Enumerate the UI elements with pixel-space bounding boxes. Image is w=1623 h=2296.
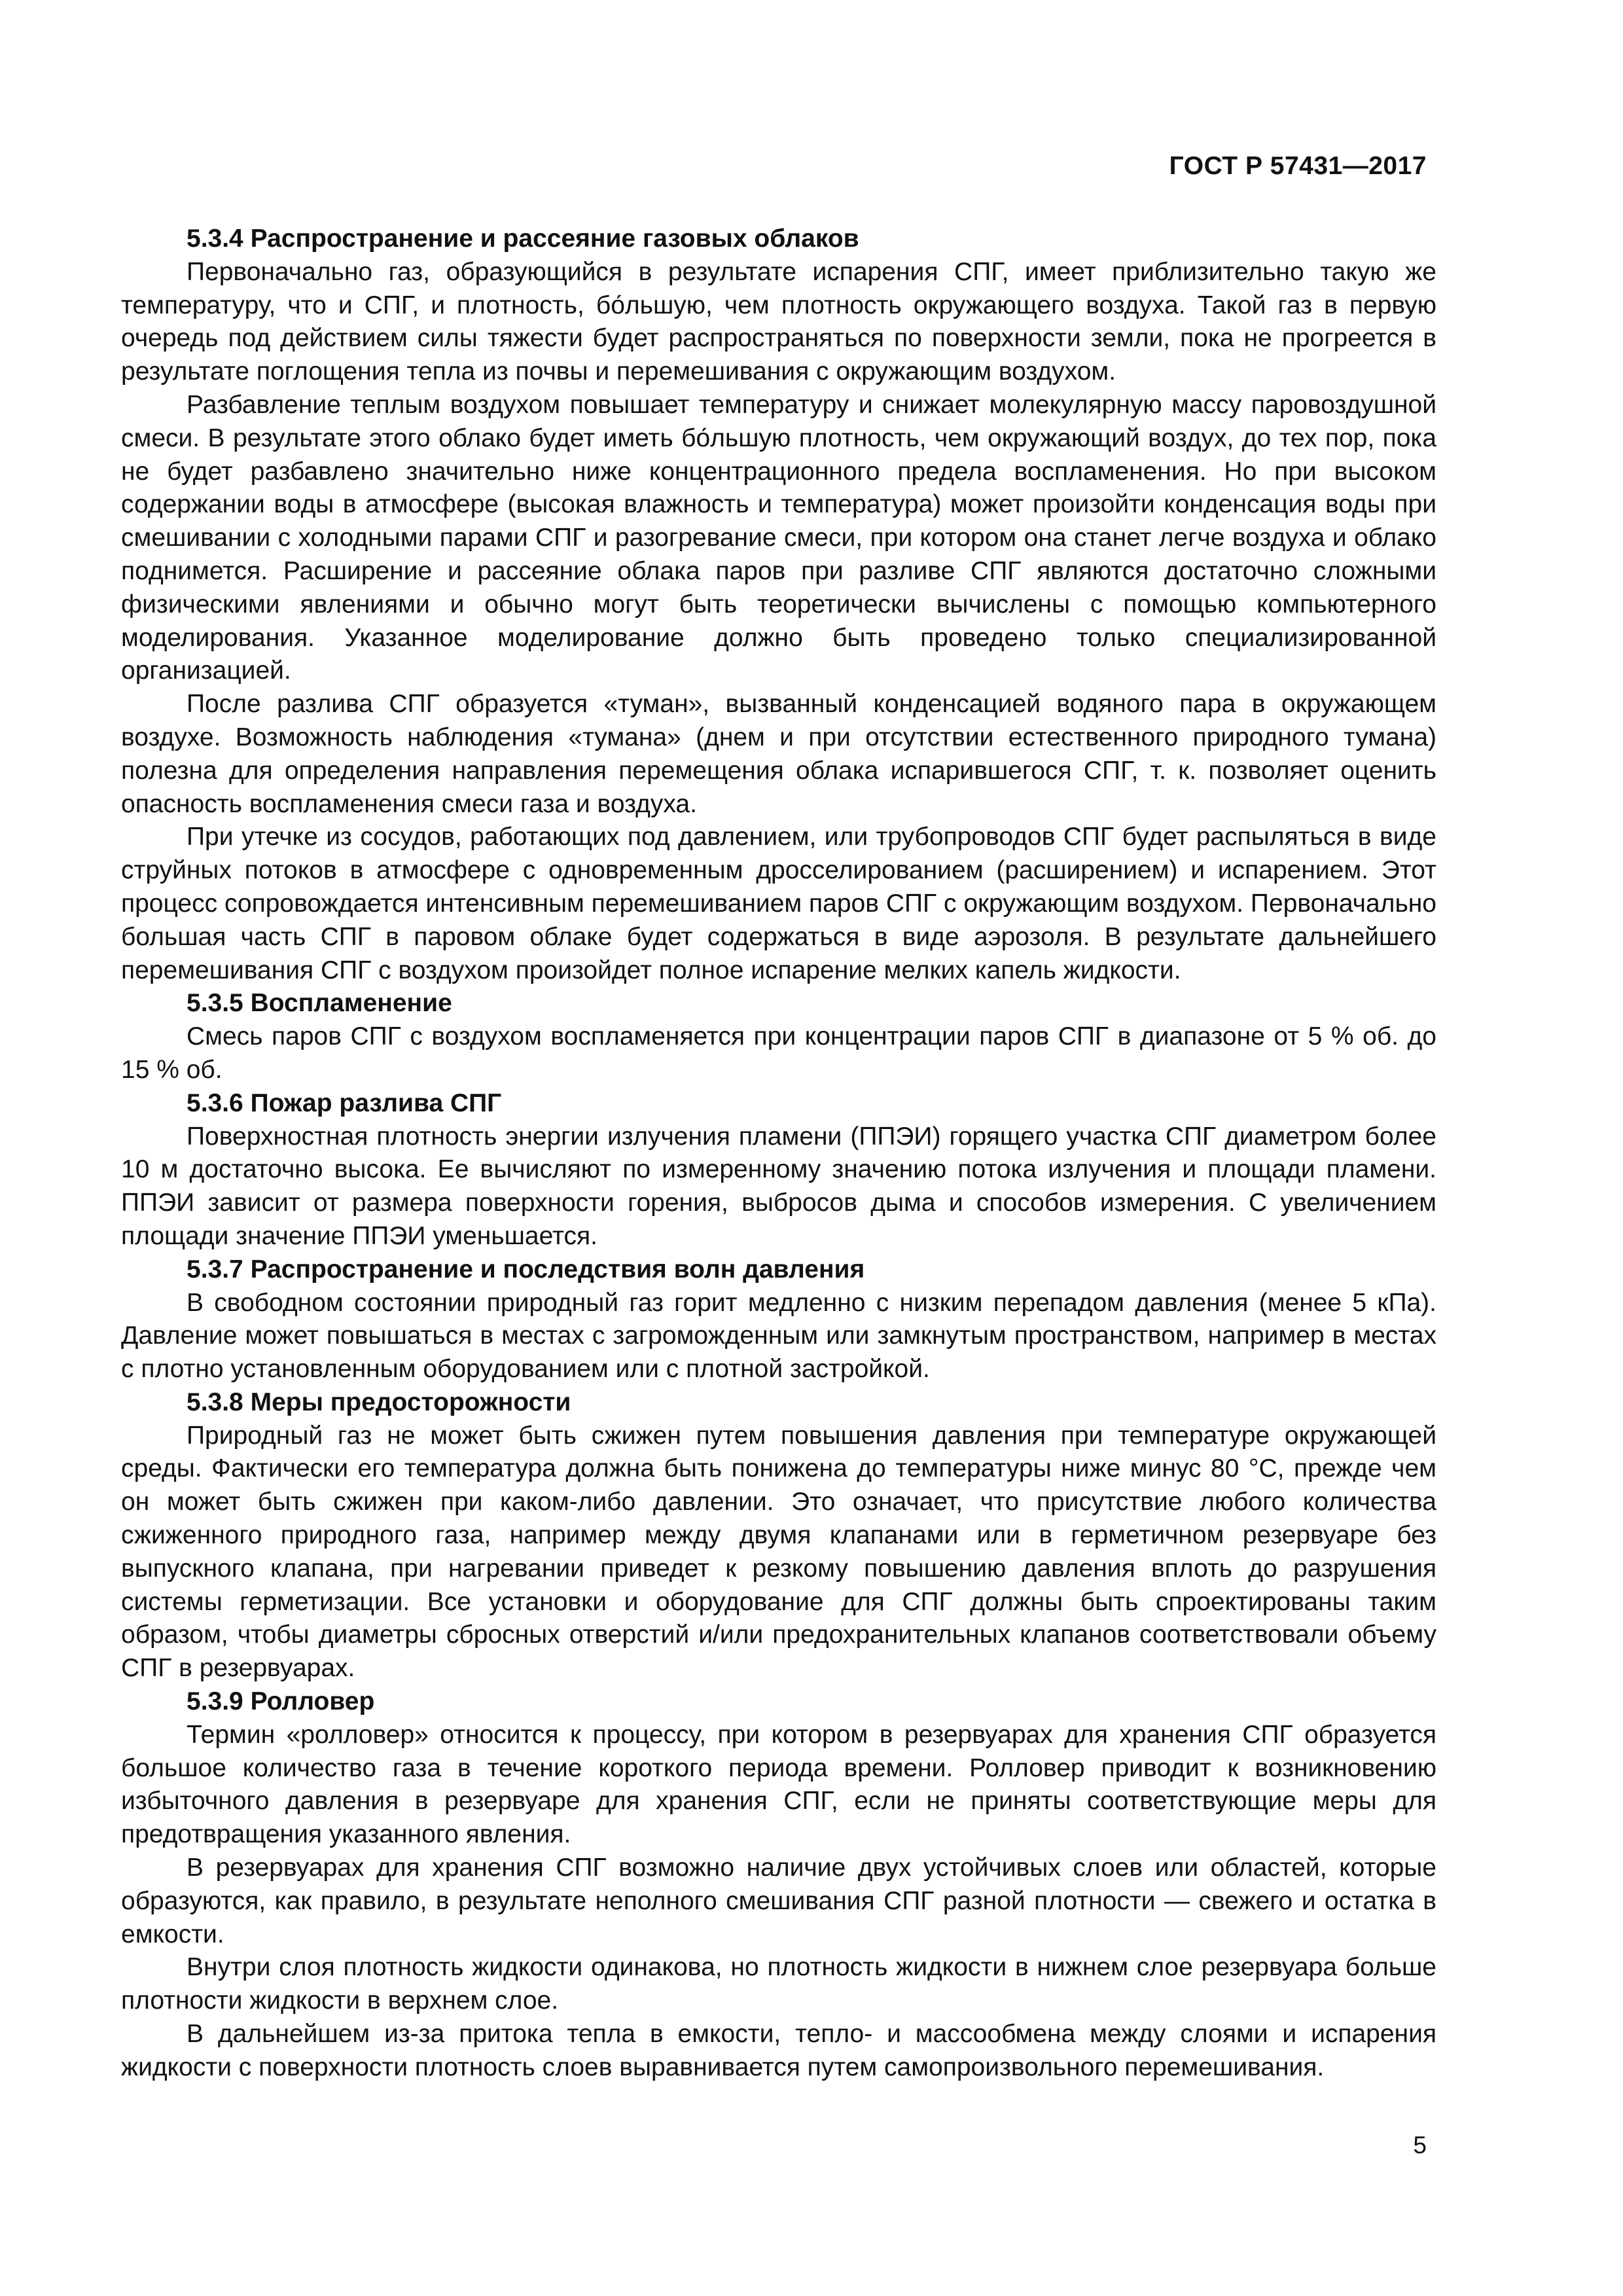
section-heading: 5.3.8 Меры предосторожности	[187, 1388, 571, 1416]
paragraph: Разбавление теплым воздухом повышает температуру и снижает молекулярную массу паровоздушной смеси. В результате этого облако будет иметь бо́льшую плотность, чем окружающий воздух, до тех пор, пока не будет разбавлено значительно ниже концентрационного предела воспламенения. Но при высоком содержании воды в атмосфере (высокая влажность и температура) может произойти конденсация воды при смешивании с холодными парами СПГ и разогревание смеси, при котором она станет легче воздуха и облако поднимется. Расширение и рассеяние облака паров при разливе СПГ являются достаточно сложными физическими явлениями и обычно могут быть теоретически вычислены с помощью компьютерного моделирования. Указанное моделирование должно быть проведено только специализированной организацией.	[121, 390, 1436, 685]
paragraph: При утечке из сосудов, работающих под давлением, или трубопроводов СПГ будет распыляться в виде струйных потоков в атмосфере с одновременным дросселированием (расширением) и испарением. Этот процесс сопровождается интенсивным перемешиванием паров СПГ с окружающим воздухом. Первоначально большая часть СПГ в паровом облаке будет содержаться в виде аэрозоля. В результате дальнейшего перемешивания СПГ с воздухом произойдет полное испарение мелких капель жидкости.	[121, 823, 1436, 984]
section-heading: 5.3.7 Распространение и последствия волн давления	[187, 1255, 865, 1283]
paragraph: Внутри слоя плотность жидкости одинакова, но плотность жидкости в нижнем слое резервуара больше плотности жидкости в верхнем слое.	[121, 1953, 1436, 2015]
paragraph: Смесь паров СПГ с воздухом воспламеняется при концентрации паров СПГ в диапазоне от 5 % об. до 15 % об.	[121, 1022, 1436, 1084]
paragraph: Поверхностная плотность энергии излучения пламени (ППЭИ) горящего участка СПГ диаметром более 10 м достаточно высока. Ее вычисляют по измеренному значению потока излучения и площади пламени. ППЭИ зависит от размера поверхности горения, выбросов дыма и способов измерения. С увеличением площади значение ППЭИ уменьшается.	[121, 1122, 1436, 1250]
paragraph: Природный газ не может быть сжижен путем повышения давления при температуре окружающей среды. Фактически его температура должна быть понижена до температуры ниже минус 80 °С, прежде чем он может быть сжижен при каком-либо давлении. Это означает, что присутствие любого количества сжиженного природного газа, например между двумя клапанами или в герметичном резервуаре без выпускного клапана, при нагревании приведет к резкому повышению давления вплоть до разрушения системы герметизации. Все установки и оборудование для СПГ должны быть спроектированы таким образом, чтобы диаметры сбросных отверстий и/или предохранительных клапанов соответствовали объему СПГ в резервуарах.	[121, 1421, 1436, 1683]
paragraph: В дальнейшем из-за притока тепла в емкости, тепло- и массообмена между слоями и испарения жидкости с поверхности плотность слоев выравнивается путем самопроизвольного перемешивания.	[121, 2020, 1436, 2081]
paragraph: Первоначально газ, образующийся в результате испарения СПГ, имеет приблизительно такую же температуру, что и СПГ, и плотность, бо́льшую, чем плотность окружающего воздуха. Такой газ в первую очередь под действием силы тяжести будет распространяться по поверхности земли, пока не прогреется в результате поглощения тепла из почвы и перемешивания с окружающим воздухом.	[121, 257, 1436, 386]
paragraph: В свободном состоянии природный газ горит медленно с низким перепадом давления (менее 5 кПа). Давление может повышаться в местах с загроможденным или замкнутым пространством, например в местах с плотно установленным оборудованием или с плотной застройкой.	[121, 1288, 1436, 1384]
document-header: ГОСТ Р 57431—2017	[1169, 152, 1427, 180]
section-heading: 5.3.6 Пожар разлива СПГ	[187, 1088, 502, 1117]
document-body	[121, 223, 1436, 2085]
section-heading: 5.3.9 Ролловер	[187, 1687, 375, 1716]
section-heading: 5.3.4 Распространение и рассеяние газовых облаков	[187, 224, 859, 253]
section-heading: 5.3.5 Воспламенение	[187, 989, 452, 1018]
paragraph: Термин «ролловер» относится к процессу, при котором в резервуарах для хранения СПГ образуется большое количество газа в течение короткого периода времени. Ролловер приводит к возникновению избыточного давления в резервуаре для хранения СПГ, если не приняты соответствующие меры для предотвращения указанного явления.	[121, 1720, 1436, 1849]
paragraph: В резервуарах для хранения СПГ возможно наличие двух устойчивых слоев или областей, которые образуются, как правило, в результате неполного смешивания СПГ разной плотности — свежего и остатка в емкости.	[121, 1854, 1436, 1948]
page-number: 5	[1413, 2132, 1427, 2159]
paragraph: После разлива СПГ образуется «туман», вызванный конденсацией водяного пара в окружающем воздухе. Возможность наблюдения «тумана» (днем и при отсутствии естественного природного тумана) полезна для определения направления перемещения облака испарившегося СПГ, т. к. позволяет оценить опасность воспламенения смеси газа и воздуха.	[121, 690, 1436, 818]
